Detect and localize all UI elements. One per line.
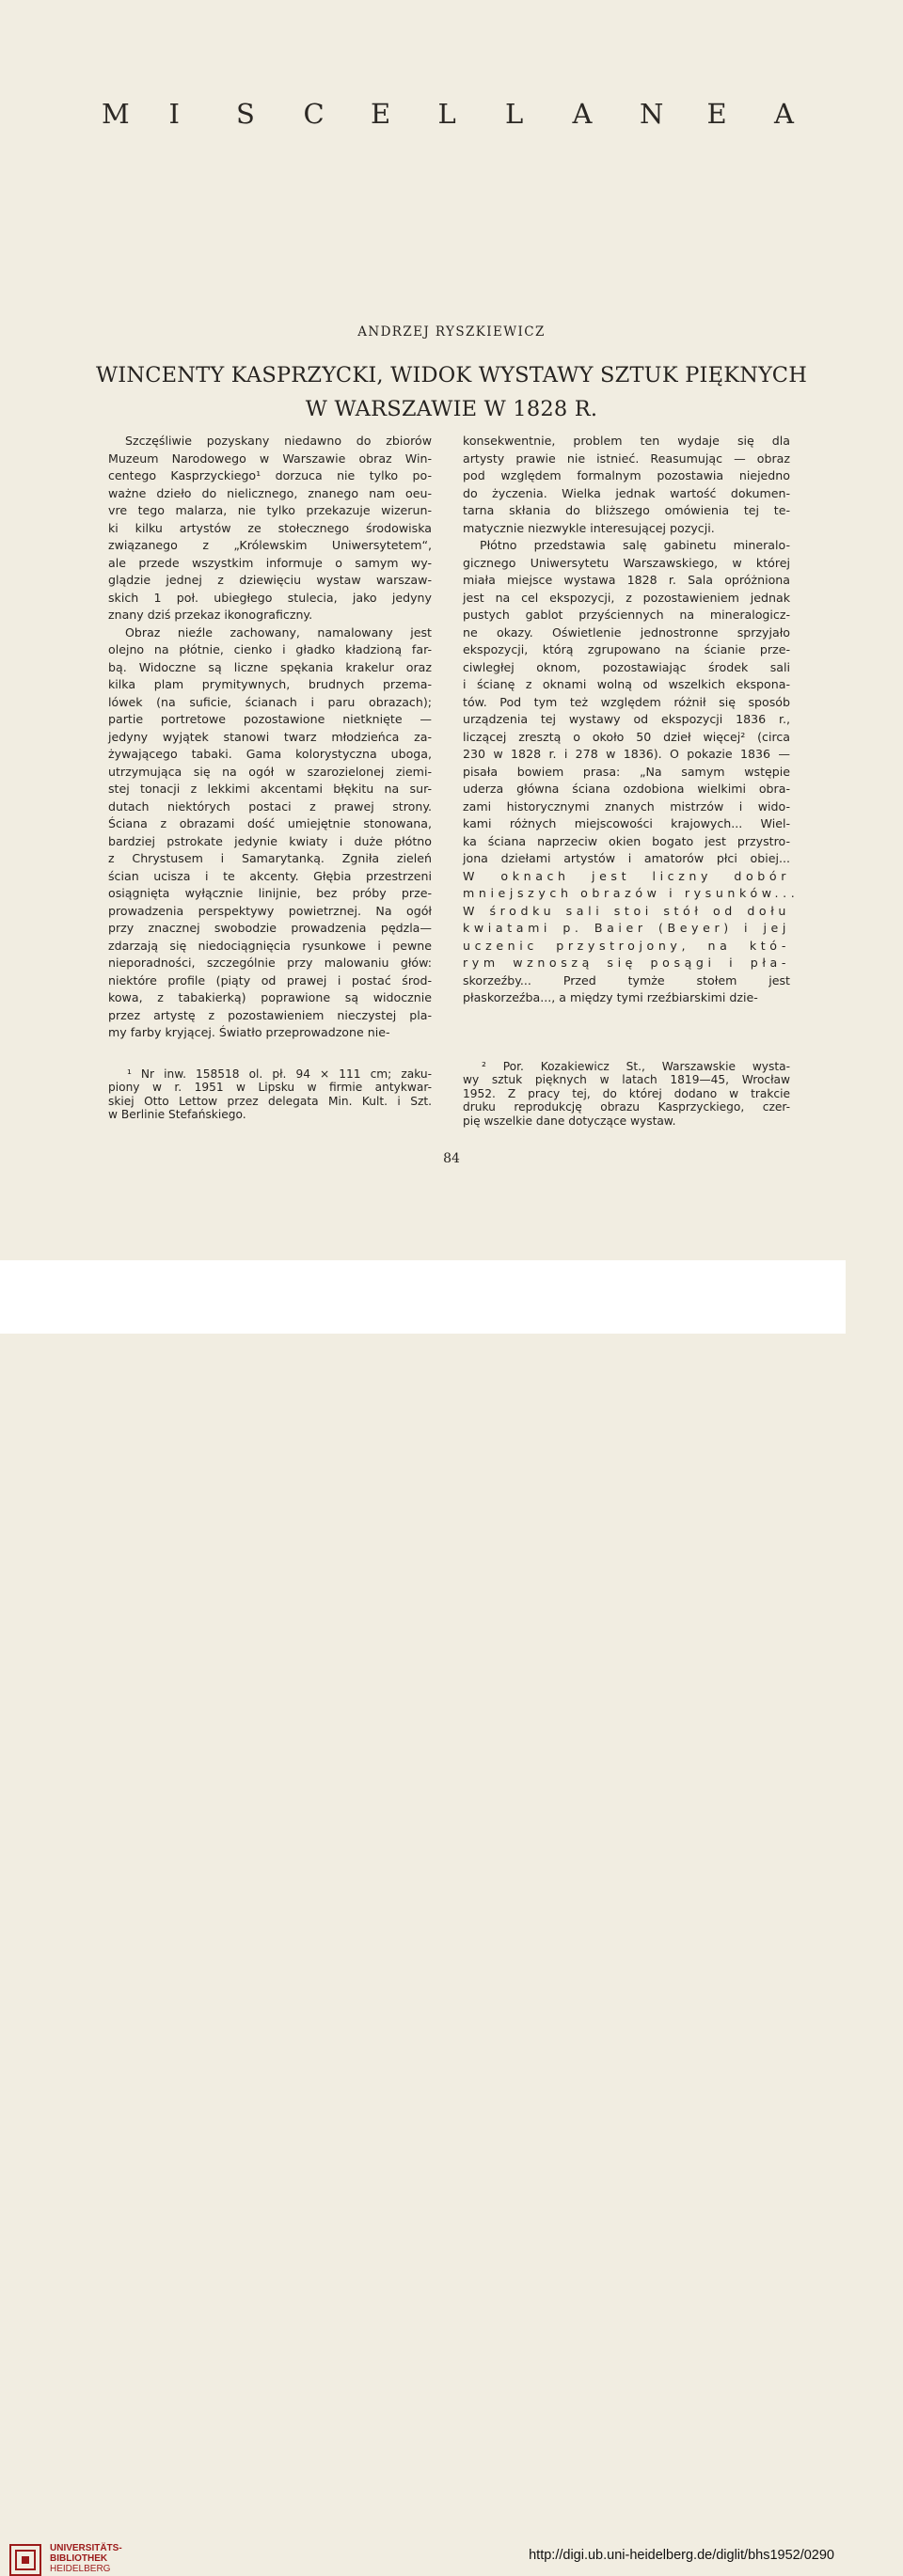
- text-line: prowadzenia perspektywy powietrznej. Na ogół: [108, 903, 432, 918]
- text-line: stej tonacji z lekkimi akcentami błękitu na sur-: [108, 782, 432, 796]
- heading-letter: M: [102, 98, 130, 130]
- text-line: zami historycznymi znanych mistrzów i wido-: [463, 798, 790, 814]
- heading-letter: L: [505, 98, 524, 130]
- text-line: bardziej pstrokate jedynie kwiaty i duże płótno: [108, 833, 432, 848]
- text-line: ne okazy. Oświetlenie jednostronne sprzyjało: [463, 624, 790, 640]
- heading-letter: S: [236, 98, 255, 130]
- viewer-footer: [0, 1260, 846, 2574]
- heading-letter: C: [303, 98, 325, 130]
- text-line: ekspozycji, którą zgrupowano na ścianie prze-: [463, 642, 790, 656]
- text-line: jona dziełami artystów i amatorów płci obiej...: [463, 851, 790, 865]
- text-line: jedyny wyjątek stanowi twarz młodzieńca za-: [108, 729, 432, 744]
- text-line: lówek (na suficie, ścianach i paru obrazach);: [108, 694, 432, 709]
- text-line: bą. Widoczne są liczne spękania krakelur oraz: [108, 659, 432, 674]
- text-line: zdarzają się niedociągnięcia rysunkowe i pewne: [108, 938, 432, 953]
- text-line: wy sztuk pięknych w latach 1819—45, Wrocław: [463, 1073, 790, 1087]
- text-line: i ścianę z oknami wolną od wszelkich ekspona-: [463, 677, 790, 691]
- article-author: ANDRZEJ RYSZKIEWICZ: [357, 324, 546, 340]
- text-line: dutach niektórych postaci z prawej strony.: [108, 798, 432, 814]
- heading-letter: N: [640, 98, 664, 130]
- library-name: [50, 2543, 122, 2574]
- text-line: ścian ucisza i te akcenty. Głębia przestrzeni: [108, 868, 432, 883]
- text-line: my farby kryjącej. Światło przeprowadzone nie-: [108, 1025, 390, 1039]
- text-line: Ściana z obrazami dość umiejętnie stonowana,: [108, 816, 432, 830]
- text-line: kilka plam prymitywnych, brudnych przema-: [108, 677, 432, 691]
- body-column-right: [463, 433, 800, 1007]
- text-line: kami różnych miejscowości krajowych... Wiel-: [463, 816, 790, 830]
- library-logo-icon: [9, 2544, 41, 2576]
- text-line: tarna skłania do bliższego omówienia tej te-: [463, 503, 790, 517]
- heading-letter: A: [774, 98, 794, 130]
- text-line: tów. Pod tym też względem różnił się sposób: [463, 694, 790, 709]
- text-line: piony w r. 1951 w Lipsku w firmie antykwar-: [108, 1081, 432, 1095]
- heading-letter: E: [706, 98, 727, 130]
- heading-letter: A: [572, 98, 593, 130]
- text-line: pię wszelkie dane dotyczące wystaw.: [463, 1114, 676, 1128]
- text-line: gicznego Uniwersytetu Warszawskiego, w której: [463, 555, 790, 570]
- article-title: [56, 358, 847, 426]
- library-name-line-2: BIBLIOTHEK: [50, 2553, 108, 2564]
- title-line-1: WINCENTY KASPRZYCKI, WIDOK WYSTAWY SZTUK PIĘKNYCH: [95, 363, 808, 387]
- text-line: W środku sali stoi stół od dołu: [463, 903, 790, 918]
- text-line: pod względem formalnym pozostawia niejedno: [463, 468, 790, 482]
- text-line: płaskorzeźba..., a między tymi rzeźbiarskimi dzie-: [463, 990, 758, 1004]
- text-line: 230 w 1828 r. i 278 w 1836). O pokazie 1836 —: [463, 747, 790, 761]
- text-line: urządzenia tej wystawy od ekspozycji 1836 r.,: [463, 712, 790, 726]
- text-line: centego Kasprzyckiego¹ dorzuca nie tylko po-: [108, 468, 432, 482]
- text-line: utrzymująca się na ogół w szarozielonej ziemi-: [108, 764, 432, 779]
- text-line: niektóre profile (piąty od prawej i postać środ-: [108, 972, 432, 988]
- text-line: z Chrystusem i Samarytanką. Zgniła zieleń: [108, 851, 432, 865]
- permalink-url[interactable]: http://digi.ub.uni-heidelberg.de/diglit/bhs1952/0290: [529, 2548, 834, 2563]
- text-line: 1952. Z pracy tej, do której dodano w trakcie: [463, 1086, 790, 1100]
- text-line: pustych gablot przyściennych na mineralogicz-: [463, 608, 790, 622]
- text-line: ale przede wszystkim informuje o samym wy-: [108, 555, 432, 570]
- text-line: skiej Otto Lettow przez delegata Min. Kult. i Szt.: [108, 1094, 432, 1108]
- text-line: druku reprodukcję obrazu Kasprzyckiego, czer-: [463, 1100, 790, 1114]
- text-line: Muzeum Narodowego w Warszawie obraz Win-: [108, 450, 432, 466]
- heading-letter: I: [168, 98, 180, 130]
- text-line: Szczęśliwie pozyskany niedawno do zbiorów: [125, 434, 432, 448]
- text-line: skich 1 poł. ubiegłego stulecia, jako jedyny: [108, 590, 432, 605]
- title-line-2: W WARSZAWIE W 1828 R.: [305, 397, 598, 421]
- text-line: znany dziś przekaz ikonograficzny.: [108, 608, 313, 622]
- text-line: przy znacznej swobodzie prowadzenia pędzla—: [108, 921, 432, 935]
- heading-letter: L: [437, 98, 456, 130]
- page-number: 84: [443, 1151, 460, 1166]
- heading-letter: E: [371, 98, 391, 130]
- text-line: uderza główna ściana ozdobiona wielkimi obra-: [463, 782, 790, 796]
- text-line: ka ściana naprzeciw okien bogato jest przystro-: [463, 833, 790, 848]
- text-line: do życzenia. Wielka jednak wartość dokumen-: [463, 485, 790, 500]
- text-line: olejno na płótnie, cienko i gładko kładzioną far-: [108, 642, 432, 656]
- text-line: jest na cel ekspozycji, z pozostawieniem jednak: [463, 590, 790, 605]
- text-line: Płótno przedstawia salę gabinetu mineralo-: [480, 538, 790, 552]
- text-line: ki kilku artystów ze stołecznego środowiska: [108, 520, 432, 535]
- text-line: żywającego tabaki. Gama kolorystyczna uboga,: [108, 747, 432, 761]
- library-name-line-3: HEIDELBERG: [50, 2564, 111, 2574]
- body-column-left: [108, 433, 432, 1042]
- document-page: [0, 0, 846, 1260]
- text-line: ciwległej oknom, pozostawiając środek sali: [463, 659, 790, 674]
- text-line: kowa, z tabakierką) poprawione są widocznie: [108, 990, 432, 1004]
- text-line: Obraz nieźle zachowany, namalowany jest: [125, 624, 432, 640]
- text-line: miała miejsce wystawa 1828 r. Sala opróżniona: [463, 573, 790, 587]
- text-line: nieporadności, szczególnie przy malowaniu głów:: [108, 956, 432, 970]
- footnote-left: [108, 1067, 432, 1122]
- text-line: skorzeźby... Przed tymże stołem jest: [463, 972, 790, 988]
- text-line: vre tego malarza, nie tylko przekazuje wizerun-: [108, 503, 432, 517]
- text-line: ² Por. Kozakiewicz St., Warszawskie wysta-: [482, 1060, 790, 1073]
- text-line: W oknach jest liczny dobór: [463, 868, 790, 883]
- text-line: ważne dzieło do nielicznego, znanego nam oeu-: [108, 485, 432, 500]
- text-line: pisała bowiem prasa: „Na samym wstępie: [463, 764, 790, 779]
- text-line: matycznie niezwykle interesującej pozycji.: [463, 520, 715, 535]
- text-line: kwiatami p. Baier (Beyer) i jej: [463, 921, 790, 935]
- text-line: w Berlinie Stefańskiego.: [108, 1108, 246, 1122]
- text-line: uczenic przystrojony, na któ-: [463, 938, 790, 953]
- footnote-right: [463, 1060, 790, 1128]
- library-name-line-1: UNIVERSITÄTS-: [50, 2543, 122, 2553]
- text-line: osiągnięta wyłącznie linijnie, bez próby prze-: [108, 886, 432, 900]
- text-line: glądzie jednej z dziewięciu wystaw warszaw-: [108, 573, 432, 587]
- text-line: artysty prawie nie istnieć. Reasumując — obraz: [463, 450, 790, 466]
- text-line: liczącej zresztą o około 50 dzieł więcej² (circa: [463, 729, 790, 744]
- text-line: rym wznoszą się posągi i pła-: [463, 956, 790, 970]
- text-line: ¹ Nr inw. 158518 ol. pł. 94 × 111 cm; zaku-: [127, 1067, 432, 1081]
- text-line: mniejszych obrazów i rysunków...: [463, 886, 800, 900]
- text-line: partie portretowe pozostawione nietknięte —: [108, 712, 432, 726]
- text-line: konsekwentnie, problem ten wydaje się dla: [463, 434, 790, 448]
- text-line: związanego z „Królewskim Uniwersytetem“,: [108, 538, 432, 552]
- text-line: przez artystę z pozostawieniem nieczystej pla-: [108, 1007, 432, 1022]
